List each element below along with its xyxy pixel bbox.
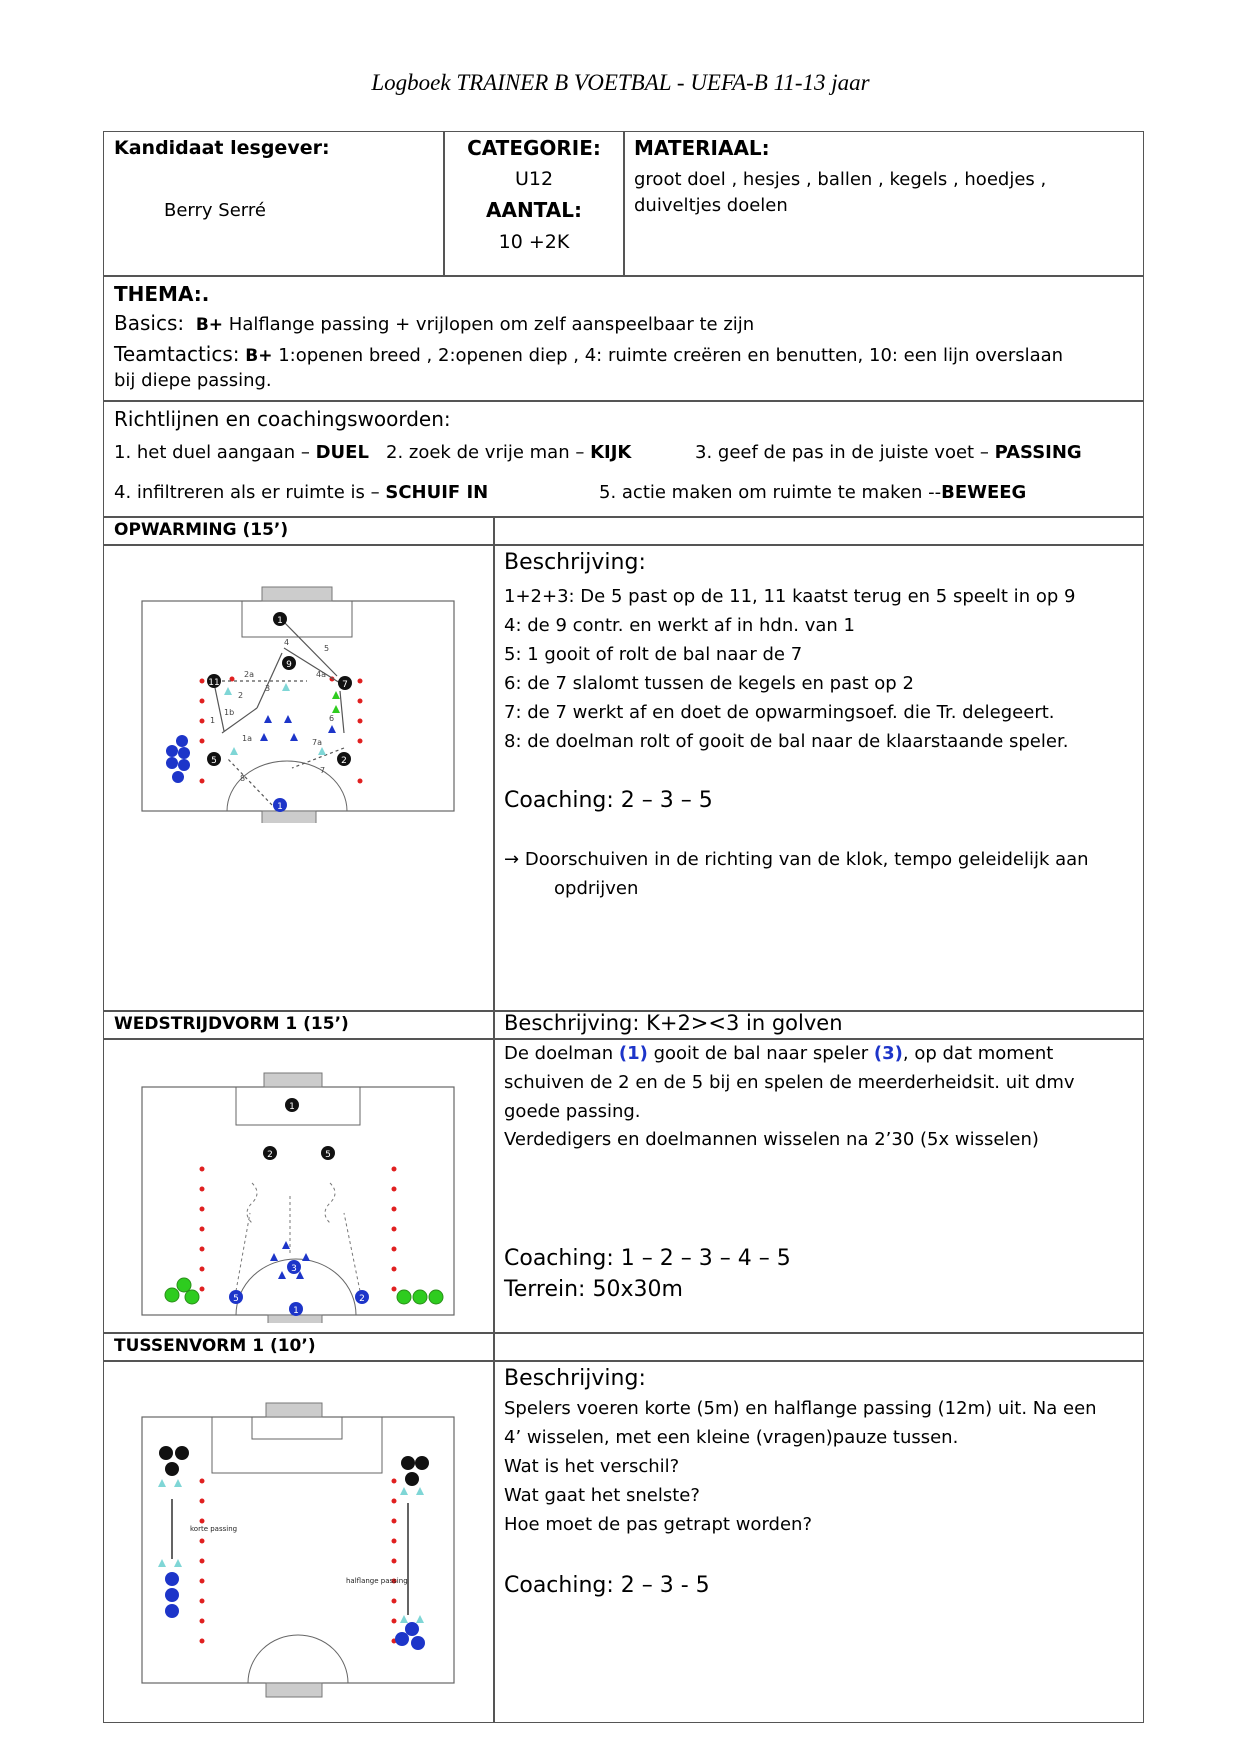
player-3: 3 bbox=[291, 1264, 297, 1274]
green-cones bbox=[332, 691, 340, 713]
player-1-top: 1 bbox=[277, 616, 283, 626]
richtlijn-1 bbox=[114, 438, 369, 467]
basics-text: Halflange passing + vrijlopen om zelf aanspeelbaar te zijn bbox=[228, 314, 755, 335]
arrow-label-2: 2 bbox=[238, 691, 244, 700]
richtlijn-1-word: DUEL bbox=[315, 442, 369, 463]
basics-line bbox=[114, 309, 754, 340]
wedstrijdvorm-line-4: Verdedigers en doelmannen wisselen na 2’30 (5x wisselen) bbox=[504, 1129, 1039, 1150]
tussenvorm-diagram-cell bbox=[103, 1360, 495, 1723]
blue-cones bbox=[260, 715, 336, 741]
player-2-bottom: 2 bbox=[359, 1294, 365, 1304]
w-l1-b: (1) bbox=[618, 1043, 648, 1064]
opwarming-coaching: Coaching: 2 – 3 – 5 bbox=[504, 788, 713, 813]
categorie-value: U12 bbox=[514, 168, 554, 190]
wedstrijdvorm-header: WEDSTRIJDVORM 1 (15’) bbox=[114, 1014, 349, 1034]
kandidaat-value: Berry Serré bbox=[164, 200, 266, 221]
arrow-label-1: 1 bbox=[210, 716, 216, 725]
richtlijn-2 bbox=[386, 438, 631, 467]
richtlijn-3-text: 3. geef de pas in de juiste voet – bbox=[695, 442, 989, 463]
arrow-label-3: 3 bbox=[265, 684, 271, 693]
thema-label: THEMA:. bbox=[114, 282, 210, 306]
opwarming-diagram-cell bbox=[103, 544, 495, 1012]
richtlijn-2-word: KIJK bbox=[590, 442, 632, 463]
tussenvorm-line-5: Hoe moet de pas getrapt worden? bbox=[504, 1514, 812, 1535]
opwarming-line-6: 8: de doelman rolt of gooit de bal naar de klaarstaande speler. bbox=[504, 731, 1069, 752]
opwarming-text-cell bbox=[493, 544, 1144, 1012]
richtlijn-3 bbox=[695, 438, 1082, 467]
player-2: 2 bbox=[341, 756, 347, 766]
pitch-outline bbox=[142, 601, 454, 811]
kandidaat-cell bbox=[103, 131, 445, 277]
richtlijn-5 bbox=[599, 478, 1026, 507]
tussenvorm-desc-label: Beschrijving: bbox=[504, 1366, 646, 1391]
tussenvorm-coaching: Coaching: 2 – 3 - 5 bbox=[504, 1573, 710, 1598]
materiaal-line2: duiveltjes doelen bbox=[634, 195, 788, 216]
basics-level: B+ bbox=[195, 315, 224, 335]
richtlijnen-label: Richtlijnen en coachingswoorden: bbox=[114, 407, 451, 431]
tussenvorm-text-cell bbox=[493, 1360, 1144, 1723]
categorie-cell bbox=[443, 131, 625, 277]
player-7: 7 bbox=[342, 680, 348, 690]
arrow-label-1b: 1b bbox=[224, 708, 235, 717]
opwarming-note-line1 bbox=[504, 845, 1089, 874]
basics-label: Basics: bbox=[114, 311, 185, 335]
teamtactics-text2: bij diepe passing. bbox=[114, 370, 272, 391]
wedstrijdvorm-diagram bbox=[132, 1053, 462, 1323]
wedstrijdvorm-desc: Beschrijving: K+2><3 in golven bbox=[504, 1011, 843, 1035]
arrow-label-4a: 4a bbox=[316, 670, 326, 679]
arrow-label-7: 7 bbox=[320, 766, 326, 775]
opwarming-header-right bbox=[493, 516, 1144, 546]
tussenvorm-line-4: Wat gaat het snelste? bbox=[504, 1485, 700, 1506]
richtlijn-5-text: 5. actie maken om ruimte te maken -- bbox=[599, 482, 942, 503]
opwarming-line-5: 7: de 7 werkt af en doet de opwarmingsoef. die Tr. delegeert. bbox=[504, 702, 1055, 723]
aantal-value: 10 +2K bbox=[498, 231, 570, 253]
richtlijn-2-text: 2. zoek de vrije man – bbox=[386, 442, 585, 463]
tussenvorm-header-cell bbox=[103, 1332, 495, 1362]
richtlijn-4-text: 4. infiltreren als er ruimte is – bbox=[114, 482, 380, 503]
penalty-arc bbox=[248, 1635, 348, 1683]
opwarming-note-text: Doorschuiven in de richting van de klok, tempo geleidelijk aan bbox=[524, 849, 1089, 870]
w-l1-e: , op dat moment bbox=[902, 1043, 1054, 1064]
teamtactics-text: 1:openen breed , 2:openen diep , 4: ruimte creëren en benutten, 10: een lijn overslaan bbox=[278, 345, 1064, 366]
label-halflange-passing: halflange passing bbox=[346, 1577, 408, 1585]
wedstrijdvorm-diagram-cell bbox=[103, 1038, 495, 1334]
player-5: 5 bbox=[211, 756, 217, 766]
cone-dots bbox=[200, 1167, 397, 1292]
goal-bottom bbox=[266, 1683, 322, 1697]
goal-top bbox=[264, 1073, 322, 1087]
richtlijn-3-word: PASSING bbox=[994, 442, 1082, 463]
goal-bottom bbox=[268, 1315, 322, 1323]
blue-player-group bbox=[166, 735, 190, 783]
player-5-bottom: 5 bbox=[233, 1294, 239, 1304]
materiaal-label: MATERIAAL: bbox=[634, 136, 770, 160]
tussenvorm-line-2: 4’ wisselen, met een kleine (vragen)pauze tussen. bbox=[504, 1427, 959, 1448]
player-9: 9 bbox=[286, 660, 292, 670]
richtlijn-5-word: BEWEEG bbox=[941, 482, 1027, 503]
player-11: 11 bbox=[208, 678, 220, 688]
player-5-top: 5 bbox=[325, 1150, 331, 1160]
page-title: Logboek TRAINER B VOETBAL - UEFA-B 11-13 jaar bbox=[371, 70, 870, 95]
wedstrijdvorm-line-1 bbox=[504, 1039, 1053, 1068]
opwarming-line-2: 4: de 9 contr. en werkt af in hdn. van 1 bbox=[504, 615, 855, 636]
keeper-1: 1 bbox=[293, 1306, 299, 1316]
tussenvorm-diagram bbox=[132, 1391, 462, 1711]
wedstrijdvorm-line-2: schuiven de 2 en de 5 bij en spelen de meerderheidsit. uit dmv bbox=[504, 1072, 1075, 1093]
player-2-top: 2 bbox=[267, 1150, 273, 1160]
wedstrijdvorm-line-3: goede passing. bbox=[504, 1101, 641, 1122]
materiaal-cell bbox=[623, 131, 1144, 277]
teamtactics-label: Teamtactics: bbox=[114, 342, 240, 366]
arrow-label-7a: 7a bbox=[312, 738, 322, 747]
black-players bbox=[159, 1446, 429, 1486]
opwarming-header: OPWARMING (15’) bbox=[114, 520, 289, 540]
wedstrijdvorm-header-cell bbox=[103, 1010, 495, 1040]
wedstrijdvorm-terrein: Terrein: 50x30m bbox=[504, 1277, 683, 1302]
arrow-label-6: 6 bbox=[329, 714, 335, 723]
arrow-labels bbox=[210, 638, 334, 783]
cyan-cones bbox=[158, 1479, 424, 1623]
w-l1-c: gooit de bal naar speler bbox=[653, 1043, 869, 1064]
keeper-1: 1 bbox=[277, 802, 283, 812]
penalty-box-top bbox=[242, 601, 352, 637]
opwarming-line-4: 6: de 7 slalomt tussen de kegels en past op 2 bbox=[504, 673, 914, 694]
penalty-arc bbox=[227, 761, 347, 811]
arrow-label-8: 8 bbox=[240, 774, 246, 783]
opwarming-line-1: 1+2+3: De 5 past op de 11, 11 kaatst terug en 5 speelt in op 9 bbox=[504, 586, 1076, 607]
label-korte-passing: korte passing bbox=[190, 1525, 238, 1533]
w-l1-d: (3) bbox=[873, 1043, 903, 1064]
goal-top bbox=[262, 587, 332, 601]
teamtactics-level: B+ bbox=[245, 346, 273, 366]
pass-arrows bbox=[172, 1499, 408, 1615]
players bbox=[229, 1098, 369, 1316]
goal-bottom bbox=[262, 811, 316, 823]
opwarming-diagram bbox=[132, 573, 462, 823]
opwarming-header-cell bbox=[103, 516, 495, 546]
green-players bbox=[165, 1278, 443, 1304]
arrow-label-5: 5 bbox=[324, 644, 330, 653]
tussenvorm-line-3: Wat is het verschil? bbox=[504, 1456, 680, 1477]
opwarming-line-3: 5: 1 gooit of rolt de bal naar de 7 bbox=[504, 644, 803, 665]
penalty-box-top bbox=[212, 1417, 382, 1473]
tussenvorm-header: TUSSENVORM 1 (10’) bbox=[114, 1336, 316, 1356]
richtlijn-4-word: SCHUIF IN bbox=[385, 482, 489, 503]
materiaal-line1: groot doel , hesjes , ballen , kegels , hoedjes , bbox=[634, 169, 1047, 190]
richtlijn-4 bbox=[114, 478, 488, 507]
arrow-label-1a: 1a bbox=[242, 734, 252, 743]
kandidaat-label: Kandidaat lesgever: bbox=[114, 137, 330, 159]
categorie-label: CATEGORIE: bbox=[467, 136, 601, 160]
arrow-label-4: 4 bbox=[284, 638, 290, 647]
wedstrijdvorm-text-cell bbox=[493, 1038, 1144, 1334]
logbook-sheet bbox=[103, 131, 1144, 1723]
opwarming-desc-label: Beschrijving: bbox=[504, 550, 646, 575]
wedstrijdvorm-coaching: Coaching: 1 – 2 – 3 – 4 – 5 bbox=[504, 1246, 791, 1271]
w-l1-a: De doelman bbox=[504, 1043, 614, 1064]
opwarming-note-line2: opdrijven bbox=[554, 878, 639, 899]
tussenvorm-line-1: Spelers voeren korte (5m) en halflange passing (12m) uit. Na een bbox=[504, 1398, 1097, 1419]
wedstrijdvorm-header-right bbox=[493, 1010, 1144, 1040]
cone-dots bbox=[200, 1479, 397, 1644]
goal-area-top bbox=[252, 1417, 342, 1439]
goal-top bbox=[266, 1403, 322, 1417]
tussenvorm-header-right bbox=[493, 1332, 1144, 1362]
aantal-label: AANTAL: bbox=[485, 198, 582, 222]
arrow-right-icon: → bbox=[504, 849, 520, 870]
thema-cell bbox=[103, 275, 1144, 402]
richtlijnen-cell bbox=[103, 400, 1144, 518]
arrow-label-2a: 2a bbox=[244, 670, 254, 679]
richtlijn-1-text: 1. het duel aangaan – bbox=[114, 442, 310, 463]
player-1-top: 1 bbox=[289, 1102, 295, 1112]
